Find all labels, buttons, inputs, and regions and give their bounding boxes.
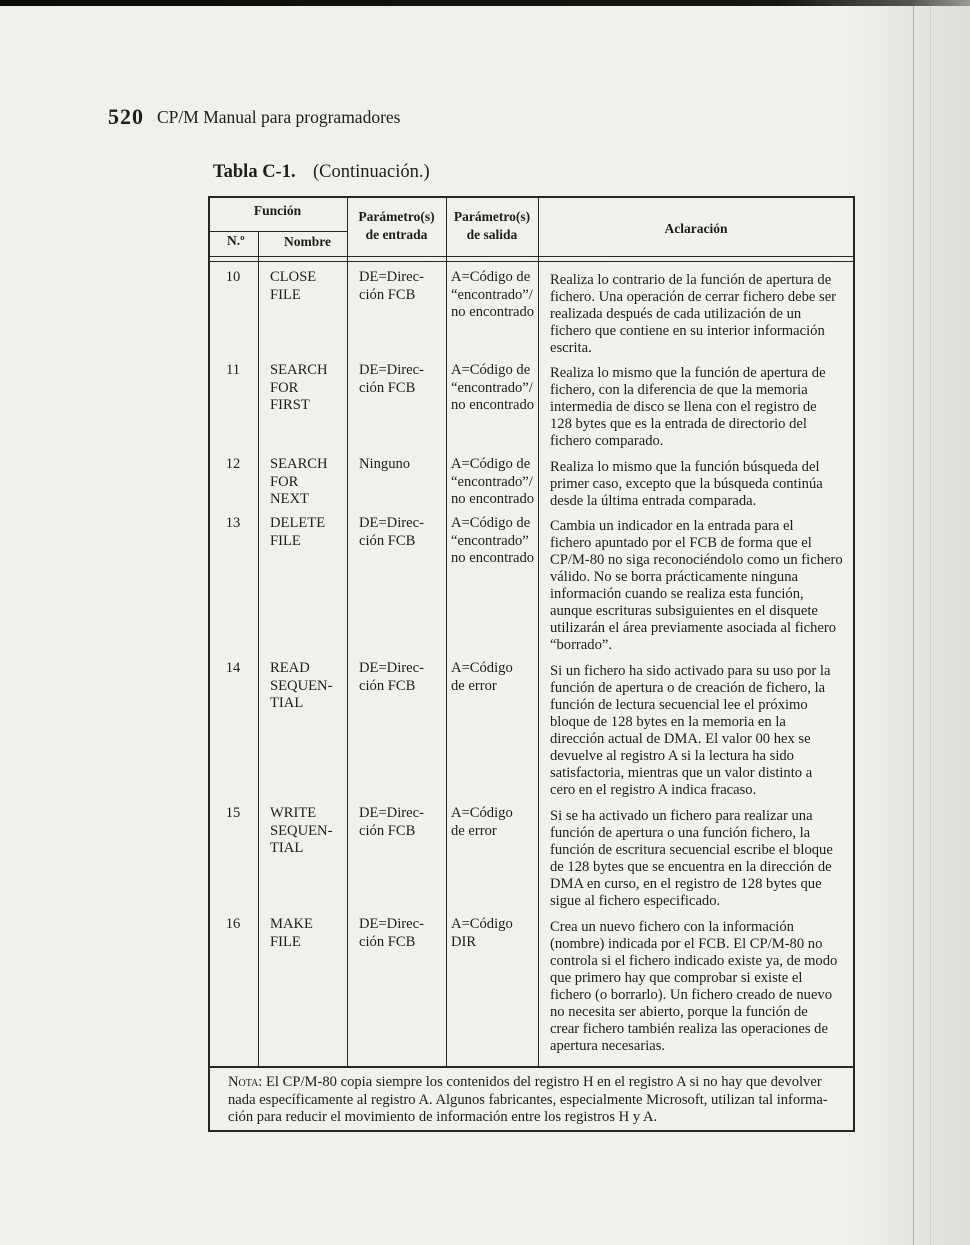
table-caption-text: (Continuación.) <box>313 162 430 182</box>
output-params: A=Código de “encontrado”/ no encontrado <box>451 456 535 507</box>
function-name: WRITE SEQUEN- TIAL <box>270 805 333 856</box>
column-rule-output <box>538 196 539 1067</box>
row-number: 11 <box>225 362 241 378</box>
description: Realiza lo contrario de la función de apertura de fichero. Una operación de cerrar fichero debe ser realizada después de cada utilización de un fichero que contiene en su interior información escrita. <box>550 272 837 356</box>
table-row <box>0 269 970 356</box>
table-body-bottom-rule <box>208 1066 855 1068</box>
table-border-top <box>208 196 855 198</box>
input-params: DE=Direc- ción FCB <box>359 916 424 950</box>
column-rule-input <box>446 196 447 1067</box>
input-params: DE=Direc- ción FCB <box>359 515 424 549</box>
output-params: A=Código de “encontrado” no encontrado <box>451 515 535 566</box>
function-name: SEARCH FOR NEXT <box>270 456 328 507</box>
row-number: 15 <box>225 805 241 821</box>
table-row <box>0 805 970 909</box>
row-number: 14 <box>225 660 241 676</box>
input-params: DE=Direc- ción FCB <box>359 269 424 303</box>
function-name: SEARCH FOR FIRST <box>270 362 328 413</box>
description: Si se ha activado un fichero para realizar una función de apertura o una función fichero, la función de escritura secuencial escribe el bloque de 128 bytes que se encuentra en la dirección de DMA en curso, en el registro de 128 bytes que sigue al fichero especificado. <box>550 808 833 909</box>
table-note <box>228 1074 828 1127</box>
table-row <box>0 362 970 449</box>
header-funcion: Función <box>253 203 302 218</box>
note-label: Nota: <box>228 1074 263 1090</box>
description: Si un fichero ha sido activado para su uso por la función de apertura o de creación de fichero, la función de lectura secuencial lee el próximo bloque de 128 bytes en la memoria en la dirección actual de DMA. El valor 00 hex se devuelve al registro A si la lectura ha sido satisfactoria, mientras que un valor distinto a cero en el registro A indica fracaso. <box>550 663 831 798</box>
page-edge-shadow-faint <box>930 6 931 1245</box>
description: Cambia un indicador en la entrada para el fichero apuntado por el FCB de forma que el CP/M-80 no siga reconociéndolo como un fichero válido. No se borra prácticamente ninguna información cuando se realiza esta función, aunque escrituras subsiguientes en el disquete utilizarán el área previamente asociada al fichero “borrado”. <box>550 518 843 653</box>
table-row <box>0 456 970 509</box>
row-number: 13 <box>225 515 241 531</box>
column-rule-number <box>258 231 259 1067</box>
input-params: DE=Direc- ción FCB <box>359 660 424 694</box>
output-params: A=Código de error <box>451 660 513 694</box>
function-name: MAKE FILE <box>270 916 313 950</box>
output-params: A=Código de “encontrado”/ no encontrado <box>451 362 535 413</box>
header-parametros-entrada: Parámetro(s) de entrada <box>358 209 435 242</box>
row-number: 12 <box>225 456 241 472</box>
table-row <box>0 660 970 798</box>
input-params: DE=Direc- ción FCB <box>359 362 424 396</box>
header-parametros-salida: Parámetro(s) de salida <box>453 209 531 242</box>
table-caption-label: Tabla C-1. <box>213 162 296 182</box>
function-name: DELETE FILE <box>270 515 326 549</box>
page-number: 520 <box>108 104 144 129</box>
output-params: A=Código de error <box>451 805 513 839</box>
function-name: CLOSE FILE <box>270 269 317 303</box>
output-params: A=Código de “encontrado”/ no encontrado <box>451 269 535 320</box>
header-aclaracion: Aclaración <box>664 221 728 236</box>
scan-top-edge <box>0 0 970 6</box>
output-params: A=Código DIR <box>451 916 513 950</box>
note-text: El CP/M-80 copia siempre los contenidos del registro H en el registro A si no hay que devolver nada específicamente al registro A. Algunos fabricantes, especialmente Microsoft, utilizan tal informa- ción para reducir el movimiento de información entre los registros H y A. <box>228 1074 828 1125</box>
row-number: 16 <box>225 916 241 932</box>
header-nombre: Nombre <box>284 234 331 249</box>
description: Realiza lo mismo que la función de apertura de fichero, con la diferencia de que la memoria intermedia de disco se llena con el registro de 128 bytes que es la entrada de directorio del fichero comparado. <box>550 365 826 449</box>
row-number: 10 <box>225 269 241 285</box>
table-row <box>0 515 970 653</box>
input-params: Ninguno <box>359 456 411 472</box>
table-row <box>0 916 970 1054</box>
running-title: CP/M Manual para programadores <box>157 107 401 127</box>
description: Crea un nuevo fichero con la información (nombre) indicada por el FCB. El CP/M-80 no controla si el fichero indicado existe ya, de modo que primero hay que comprobar si existe el fichero (o borrarlo). Un fichero creado de nuevo no necesita ser abierto, porque la función de crear fichero también realiza las operaciones de apertura necesarias. <box>550 919 838 1054</box>
table-border-right <box>853 196 855 1132</box>
column-rule-name <box>347 196 348 1067</box>
function-name: READ SEQUEN- TIAL <box>270 660 333 711</box>
header-bottom-double-rule <box>208 256 855 262</box>
input-params: DE=Direc- ción FCB <box>359 805 424 839</box>
header-numero: N.º <box>227 233 245 248</box>
description: Realiza lo mismo que la función búsqueda del primer caso, excepto que la búsqueda continúa desde la última entrada comparada. <box>550 459 823 509</box>
table-border-bottom <box>208 1130 855 1132</box>
page-edge-shadow <box>913 6 914 1245</box>
